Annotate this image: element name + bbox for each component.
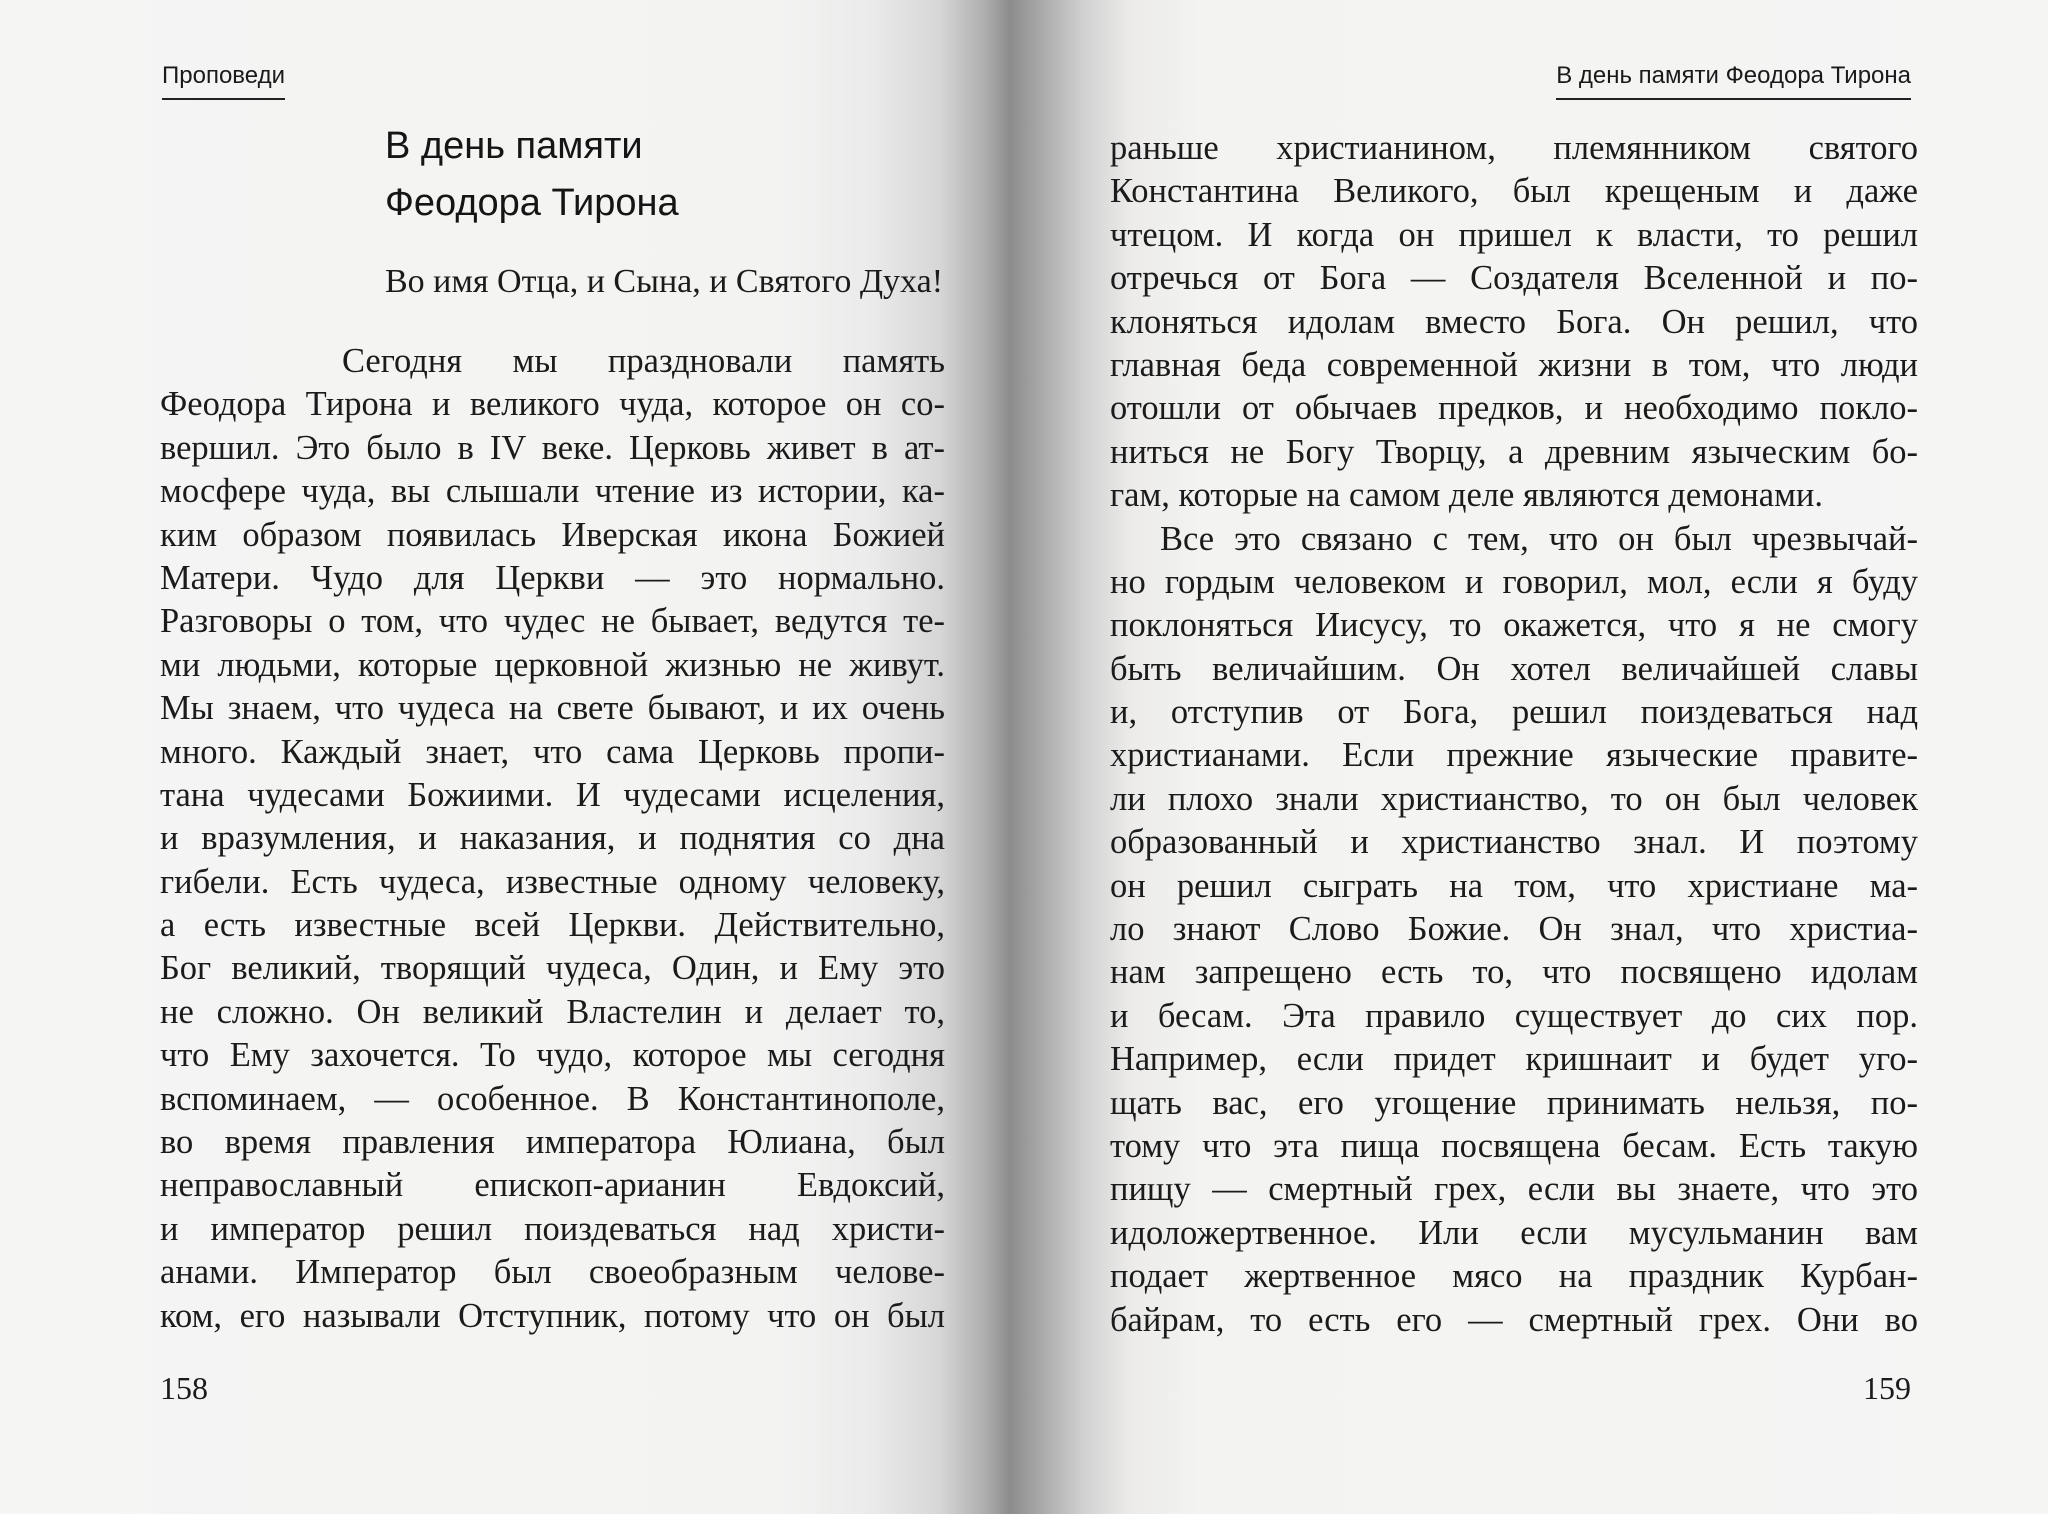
text-line: чтецом. И когда он пришел к власти, то решил <box>1110 215 1918 254</box>
left-body-text <box>160 340 945 1338</box>
text-line: он решил сыграть на том, что христиане ма- <box>1110 866 1918 905</box>
text-line: и вразумления, и наказания, и поднятия со дна <box>160 819 945 858</box>
text-line: тому что эта пища посвящена бесам. Есть такую <box>1110 1126 1918 1165</box>
text-line: Все это связано с тем, что он был чрезвычай- <box>1160 519 1918 558</box>
text-line: Константина Великого, был крещеным и даже <box>1110 172 1918 211</box>
text-line: раньше христианином, племянником святого <box>1110 129 1918 167</box>
text-line: вершил. Это было в IV веке. Церковь живет в ат- <box>160 428 945 467</box>
text-line: что Ему захочется. То чудо, которое мы сегодня <box>160 1036 945 1075</box>
text-line: ми людьми, которые церковной жизнью не живут. <box>160 645 945 684</box>
page-number-left: 158 <box>160 1370 208 1406</box>
text-line: мосфере чуда, вы слышали чтение из истории, ка- <box>160 472 945 511</box>
text-line: клоняться идолам вместо Бога. Он решил, что <box>1110 302 1918 341</box>
text-line: много. Каждый знает, что сама Церковь пропи- <box>160 732 945 771</box>
text-line: байрам, то есть его — смертный грех. Они во <box>1110 1300 1918 1339</box>
running-head-right: В день памяти Феодора Тирона <box>1556 62 1911 100</box>
chapter-title <box>385 118 679 232</box>
text-line: ло знают Слово Божие. Он знал, что христиа- <box>1110 910 1918 949</box>
text-line: Мы знаем, что чудеса на свете бывают, и их очень <box>160 689 945 728</box>
text-line: вспоминаем, — особенное. В Константинополе, <box>160 1079 945 1118</box>
text-line: поклоняться Иисусу, то окажется, что я не смогу <box>1110 606 1918 645</box>
text-line: Например, если придет кришнаит и будет уго- <box>1110 1040 1918 1079</box>
text-line: Феодора Тирона и великого чуда, которое он со- <box>160 385 945 424</box>
text-line: ком, его называли Отступник, потому что он был <box>160 1296 945 1335</box>
text-line: во время правления императора Юлиана, был <box>160 1123 945 1162</box>
text-line: Бог великий, творящий чудеса, Один, и Ему это <box>160 949 945 988</box>
text-line: неправославный епископ-арианин Евдоксий, <box>160 1166 945 1205</box>
page-number-right: 159 <box>1863 1370 1911 1406</box>
text-line: щать вас, его угощение принимать нельзя, по- <box>1110 1083 1918 1122</box>
text-line: отошли от обычаев предков, и необходимо покло- <box>1110 389 1918 428</box>
chapter-title-line: В день памяти <box>385 125 643 167</box>
text-line: ким образом появилась Иверская икона Божией <box>160 515 945 554</box>
text-line: отречься от Бога — Создателя Вселенной и по- <box>1110 259 1918 298</box>
text-line: анами. Император был своеобразным челове- <box>160 1253 945 1292</box>
text-line: пищу — смертный грех, если вы знаете, что это <box>1110 1170 1918 1209</box>
text-line: идоложертвенное. Или если мусульманин вам <box>1110 1213 1918 1252</box>
text-line: Сегодня мы праздновали память <box>342 342 945 380</box>
text-line: нам запрещено есть то, что посвящено идолам <box>1110 953 1918 992</box>
text-line: гам, которые на самом деле являются демонами. <box>1110 476 1823 515</box>
text-line: но гордым человеком и говорил, мол, если я буду <box>1110 562 1918 601</box>
text-line: не сложно. Он великий Властелин и делает то, <box>160 992 945 1031</box>
text-line: ниться не Богу Творцу, а древним языческим бо- <box>1110 432 1918 471</box>
text-line: главная беда современной жизни в том, что люди <box>1110 345 1918 384</box>
invocation: Во имя Отца, и Сына, и Святого Духа! <box>385 263 944 300</box>
text-line: образованный и христианство знал. И поэтому <box>1110 823 1918 862</box>
left-page <box>0 0 1010 1514</box>
text-line: и, отступив от Бога, решил поиздеваться над <box>1110 693 1918 732</box>
chapter-title-line: Феодора Тирона <box>385 182 679 224</box>
running-head-left: Проповеди <box>162 62 285 100</box>
right-body-text <box>1110 127 1918 1342</box>
text-line: и бесам. Эта правило существует до сих пор. <box>1110 996 1918 1035</box>
right-page <box>1010 0 2048 1514</box>
text-line: подает жертвенное мясо на праздник Курбан- <box>1110 1257 1918 1296</box>
text-line: Разговоры о том, что чудес не бывает, ведутся те- <box>160 602 945 641</box>
text-line: Матери. Чудо для Церкви — это нормально. <box>160 558 945 597</box>
text-line: тана чудесами Божиими. И чудесами исцеления, <box>160 775 945 814</box>
text-line: а есть известные всей Церкви. Действительно, <box>160 906 945 945</box>
text-line: гибели. Есть чудеса, известные одному человеку, <box>160 862 945 901</box>
text-line: христианами. Если прежние языческие правите- <box>1110 736 1918 775</box>
text-line: ли плохо знали христианство, то он был человек <box>1110 779 1918 818</box>
text-line: и император решил поиздеваться над христи- <box>160 1209 945 1248</box>
text-line: быть величайшим. Он хотел величайшей славы <box>1110 649 1918 688</box>
